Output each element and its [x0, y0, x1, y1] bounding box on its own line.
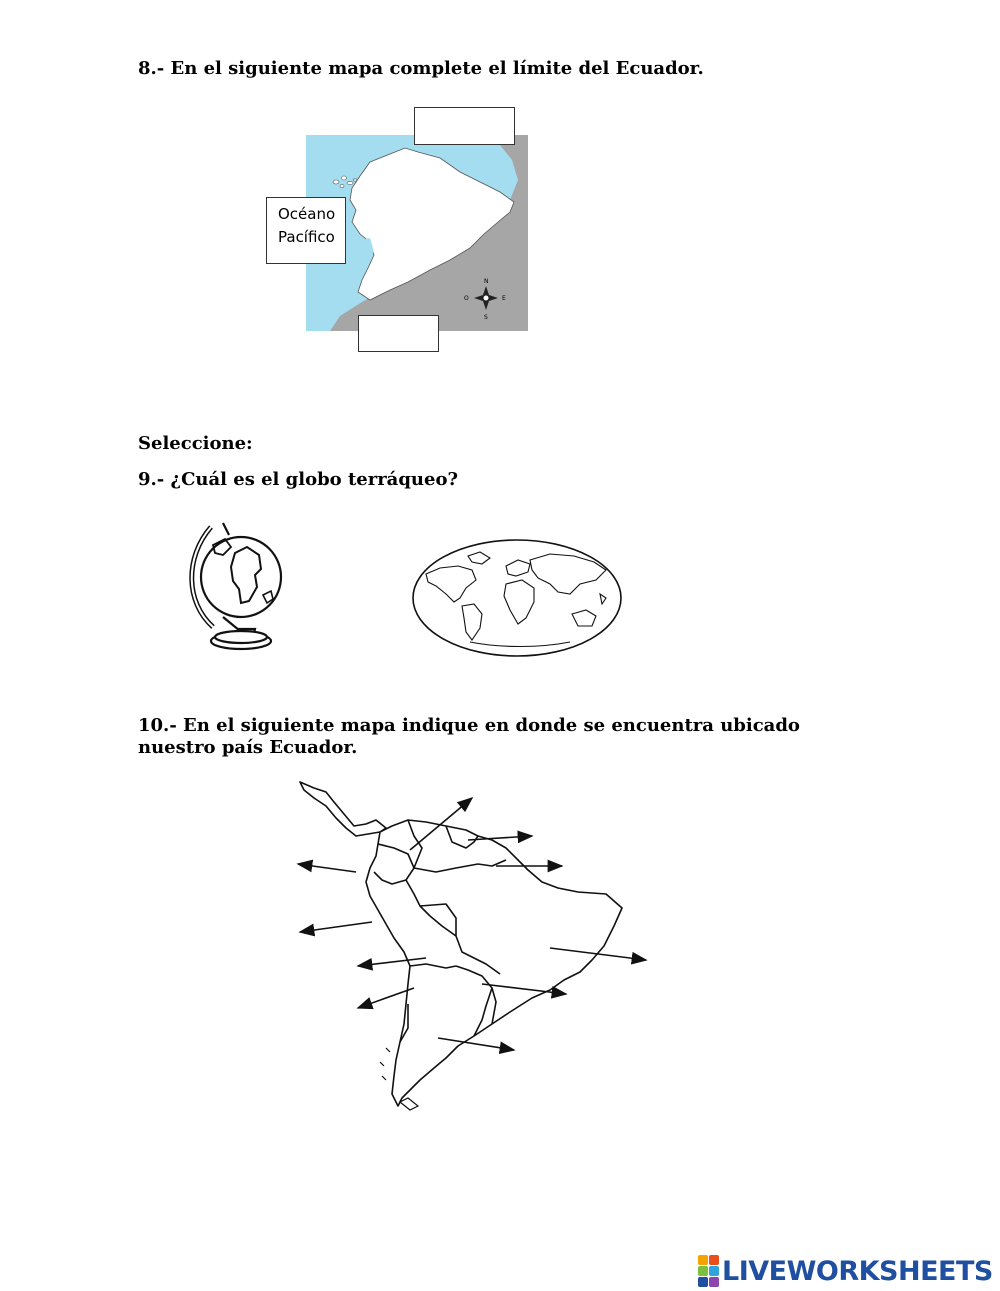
- question-10-title-line1: 10.- En el siguiente mapa indique en donde se encuentra ubicado: [138, 715, 800, 736]
- ocean-label-line2: Pacífico: [278, 228, 335, 246]
- compass-e: E: [502, 295, 506, 302]
- compass-s: S: [484, 314, 488, 321]
- blank-north-input[interactable]: [414, 107, 515, 145]
- question-10-title-line2: nuestro país Ecuador.: [138, 737, 358, 758]
- blank-south-input[interactable]: [358, 315, 439, 352]
- compass-o: O: [464, 295, 469, 302]
- ocean-label-box: [266, 197, 346, 264]
- south-america-map: [296, 776, 656, 1118]
- liveworksheets-logo: [698, 1254, 993, 1288]
- question-8-title: 8.- En el siguiente mapa complete el límite del Ecuador.: [138, 58, 704, 79]
- compass-n: N: [484, 278, 489, 285]
- ocean-label-line1: Océano: [278, 205, 336, 223]
- arrows: [298, 798, 646, 1050]
- section-label: Seleccione:: [138, 433, 253, 454]
- world-map-option-image[interactable]: [410, 536, 625, 660]
- liveworksheets-logo-icon: [698, 1255, 719, 1287]
- logo-text: LIVEWORKSHEETS: [722, 1255, 993, 1287]
- globe-option-image[interactable]: [183, 517, 298, 654]
- question-9-title: 9.- ¿Cuál es el globo terráqueo?: [138, 469, 459, 490]
